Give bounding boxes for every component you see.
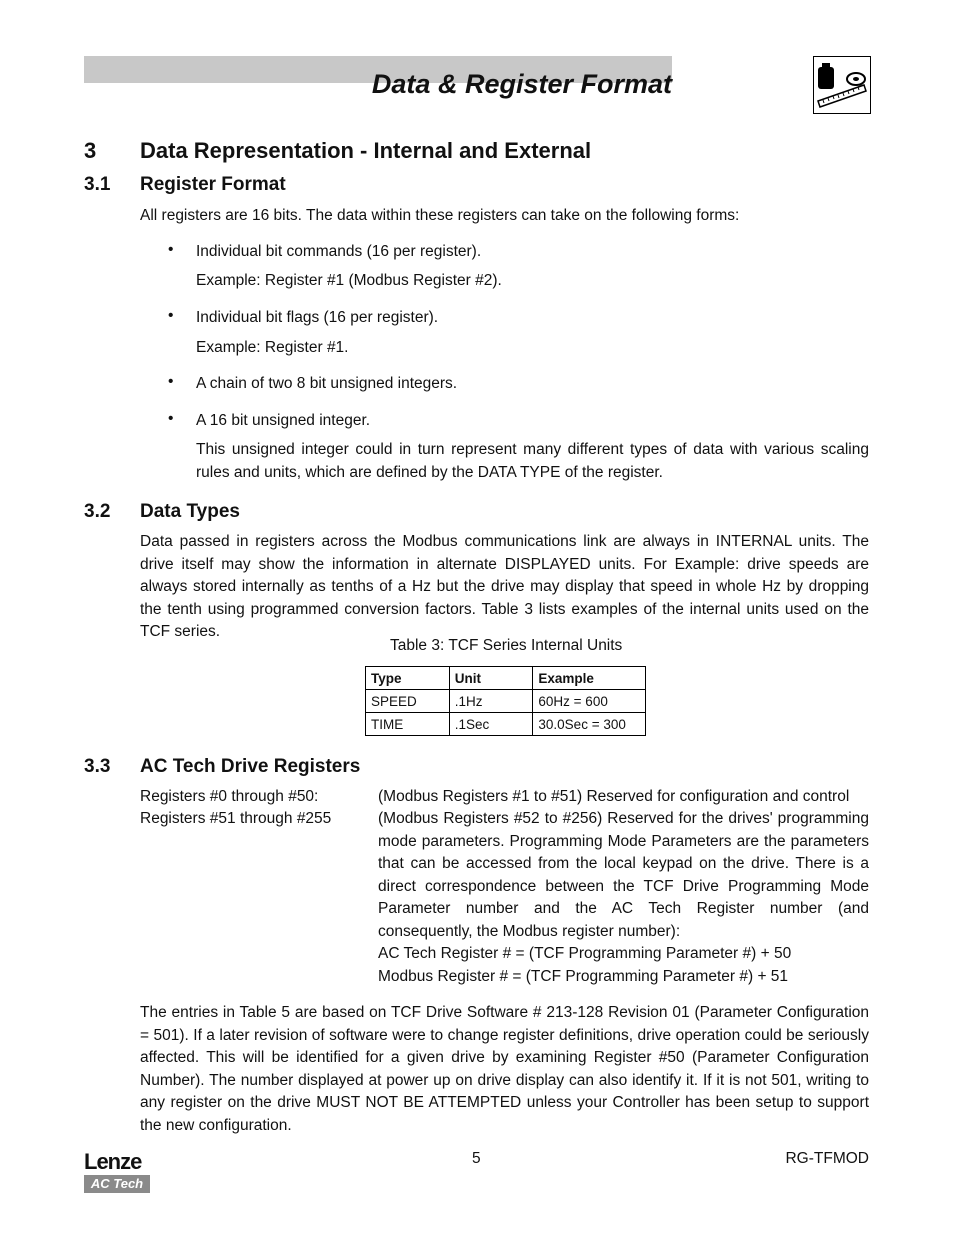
column-header: Unit <box>449 667 533 690</box>
list-item: Individual bit commands (16 per register). <box>196 243 482 260</box>
list-item-example: Example: Register #1. <box>196 339 349 356</box>
table-cell: .1Sec <box>449 713 533 736</box>
subsection-title: AC Tech Drive Registers <box>140 756 361 777</box>
formula: Modbus Register # = (TCF Programming Parameter #) + 51 <box>378 968 789 985</box>
register-range-description: (Modbus Registers #1 to #51) Reserved for configuration and control <box>378 788 850 805</box>
list-item-description: This unsigned integer could in turn represent many different types of data with various scaling rules and units, which are defined by the DATA TYPE of the register. <box>196 441 869 481</box>
subsection-number: 3.2 <box>84 501 111 522</box>
page-title: Data & Register Format <box>371 69 672 99</box>
scale-ruler-icon <box>813 56 871 114</box>
register-range-label: Registers #0 through #50: <box>140 788 319 805</box>
page-number: 5 <box>472 1150 481 1167</box>
table-cell: SPEED <box>366 690 450 713</box>
logo-text: Lenze <box>84 1149 142 1174</box>
subsection-number: 3.1 <box>84 174 111 195</box>
list-item: A 16 bit unsigned integer. <box>196 412 371 429</box>
column-header: Example <box>533 667 646 690</box>
formula: AC Tech Register # = (TCF Programming Parameter #) + 50 <box>378 945 792 962</box>
section-title: Data Representation - Internal and External <box>140 138 592 163</box>
bullet-dot: • <box>168 307 174 324</box>
bullet-dot: • <box>168 410 174 427</box>
document-code: RG-TFMOD <box>785 1150 869 1167</box>
subsection-title: Register Format <box>140 174 286 195</box>
table-header-row <box>366 667 646 690</box>
register-range-label: Registers #51 through #255 <box>140 810 332 827</box>
column-header: Type <box>366 667 450 690</box>
paragraph: The entries in Table 5 are based on TCF Drive Software # 213-128 Revision 01 (Parameter Configuration = 501). If a later revision of software were to change register definitions, drive operation could be seriously affected. This will be identified for a given drive by examining Register #50 (Parameter Configuration Number). The number displayed at power up on drive display can also identify it. If it is not 501, writing to any register on the drive MUST NOT BE ATTEMPTED unless your Controller has been setup to support the new configuration. <box>140 1004 869 1134</box>
bullet-dot: • <box>168 373 174 390</box>
logo-subtext: AC Tech <box>84 1175 150 1193</box>
table-cell: TIME <box>366 713 450 736</box>
paragraph: Data passed in registers across the Modbus communications link are always in INTERNAL units. The drive itself may show the information in alternate DISPLAYED units. For Example: drive speeds are always stored internally as tenths of a Hz but the drive may display that speed in whole Hz by dropping the tenth using programmed conversion factors. Table 3 lists examples of the internal units used on the TCF series. <box>140 533 869 640</box>
section-number: 3 <box>84 138 97 163</box>
table-row <box>366 690 646 713</box>
list-item-example: Example: Register #1 (Modbus Register #2). <box>196 272 502 289</box>
list-item: Individual bit flags (16 per register). <box>196 309 439 326</box>
subsection-number: 3.3 <box>84 756 111 777</box>
list-item: A chain of two 8 bit unsigned integers. <box>196 375 458 392</box>
units-table <box>365 666 646 736</box>
lenze-logo <box>84 1150 150 1193</box>
paragraph: All registers are 16 bits. The data within these registers can take on the following forms: <box>140 207 740 224</box>
register-range-description: (Modbus Registers #52 to #256) Reserved for the drives' programming mode parameters. Programming Mode Parameters are the parameters that can be accessed from the local keypad on the drive. There is a direct correspondence between the TCF Drive Programming Mode Parameter number and the AC Tech Register number (and consequently, the Modbus register number): <box>378 810 869 940</box>
table-cell: 30.0Sec = 300 <box>533 713 646 736</box>
table-cell: .1Hz <box>449 690 533 713</box>
table-row <box>366 713 646 736</box>
table-caption: Table 3: TCF Series Internal Units <box>390 637 623 654</box>
subsection-title: Data Types <box>140 501 240 522</box>
table-cell: 60Hz = 600 <box>533 690 646 713</box>
bullet-dot: • <box>168 241 174 258</box>
